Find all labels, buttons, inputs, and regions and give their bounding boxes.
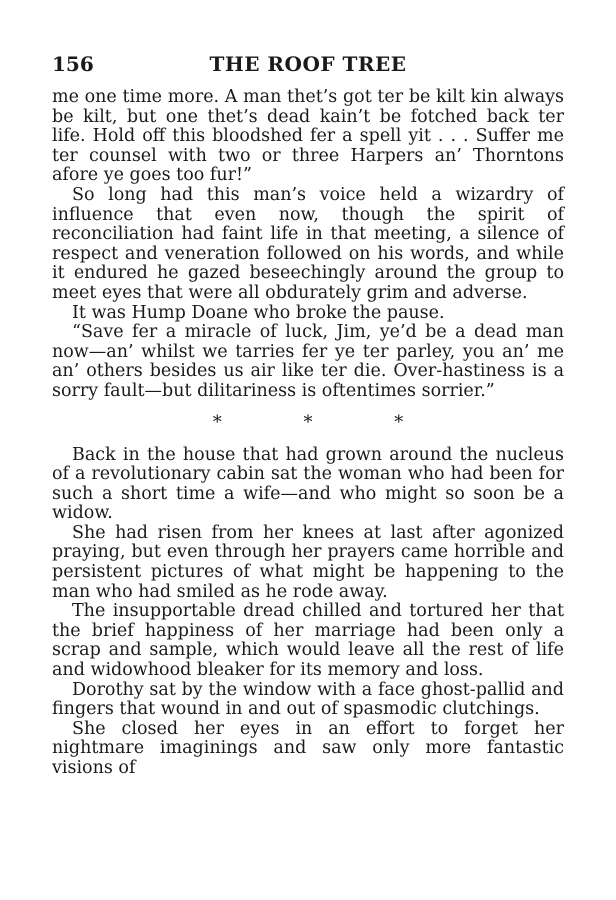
paragraph: “Save fer a miracle of luck, Jim, ye’d be a dead man now—an’ whilst we tarries fer ye ter parley, you an’ me an’ others besides us air like ter die. Over-hastiness is a sorry fault—but dilitariness is oftentimes sorrier.” [52,322,564,401]
paragraph: Dorothy sat by the window with a face ghost-pallid and fingers that wound in and out of spasmodic clutchings. [52,679,564,720]
paragraph: Back in the house that had grown around the nucleus of a revolutionary cabin sat the woman who had been for such a short time a wife—and who might so soon be a widow. [52,444,564,524]
body-text [52,88,564,779]
running-head-title: THE ROOF TREE [209,52,407,76]
book-page [52,52,564,779]
page-number: 156 [52,52,94,76]
paragraph: The insupportable dread chilled and tortured her that the brief happiness of her marriage had been only a scrap and sample, which would leave all the rest of life and widowhood bleaker for its memory and loss. [52,601,564,681]
paragraph: She had risen from her knees at last after agonized praying, but even through her prayers came horrible and persistent pictures of what might be happening to the man who had smiled as he rode away. [52,522,564,602]
page-header [52,52,564,82]
paragraph: She closed her eyes in an effort to forget her nightmare imaginings and saw only more fantastic visions of [52,718,564,778]
paragraph: me one time more. A man thet’s got ter be kilt kin always be kilt, but one thet’s dead kain’t be fotched back ter life. Hold off this bloodshed fer a spell yit . . . Suffer me ter counsel with two or three Harpers an’ Thorntons afore ye goes too fur!” [52,87,564,186]
paragraph: It was Hump Doane who broke the pause. [72,302,445,323]
paragraph: So long had this man’s voice held a wizardry of influence that even now, though the spirit of reconciliation had faint life in that meeting, a silence of respect and veneration followed on his words, and while it endured he gazed beseechingly around the group to meet eyes that were all obdurately grim and adverse. [52,184,564,303]
section-break: * * * [212,411,442,433]
